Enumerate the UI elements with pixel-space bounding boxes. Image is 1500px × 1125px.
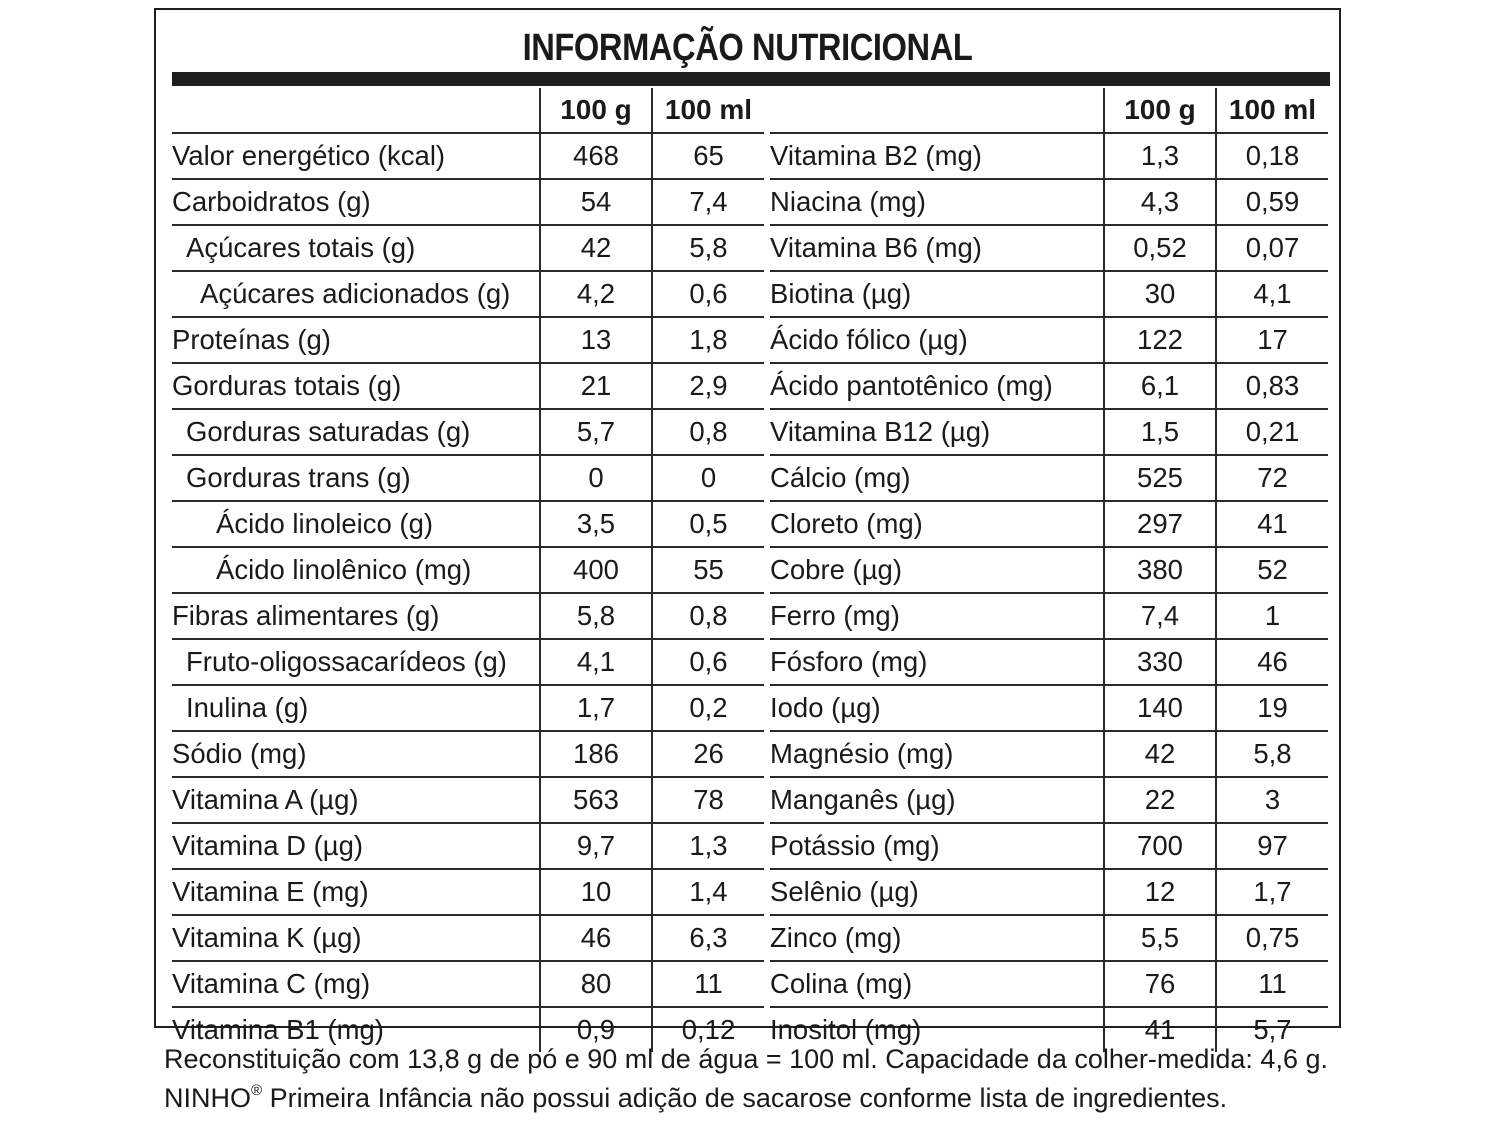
registered-mark: ® (251, 1082, 263, 1099)
table-row (172, 961, 764, 1007)
value-per-100g: 140 (1104, 685, 1216, 731)
value-per-100g: 400 (540, 547, 652, 593)
value-per-100ml: 26 (652, 731, 764, 777)
table-row (770, 271, 1328, 317)
value-per-100ml: 52 (1216, 547, 1328, 593)
nutrient-label: Inulina (g) (172, 685, 540, 731)
nutrient-label: Ácido linolênico (mg) (172, 547, 540, 593)
table-row (770, 731, 1328, 777)
value-per-100g: 0 (540, 455, 652, 501)
nutrient-label: Açúcares adicionados (g) (172, 271, 540, 317)
value-per-100ml: 7,4 (652, 179, 764, 225)
table-row (172, 363, 764, 409)
nutrient-label: Gorduras totais (g) (172, 363, 540, 409)
nutrient-label: Proteínas (g) (172, 317, 540, 363)
value-per-100ml: 97 (1216, 823, 1328, 869)
nutrition-table-right (770, 88, 1328, 1052)
value-per-100g: 6,1 (1104, 363, 1216, 409)
nutrient-label: Colina (mg) (770, 961, 1104, 1007)
value-per-100ml: 78 (652, 777, 764, 823)
value-per-100g: 12 (1104, 869, 1216, 915)
header-blank-cell (770, 88, 1104, 133)
header-blank-cell (172, 88, 540, 133)
value-per-100ml: 11 (1216, 961, 1328, 1007)
value-per-100g: 13 (540, 317, 652, 363)
nutrient-label: Carboidratos (g) (172, 179, 540, 225)
value-per-100ml: 5,8 (652, 225, 764, 271)
table-header-row (770, 88, 1328, 133)
table-row (770, 777, 1328, 823)
value-per-100g: 5,7 (540, 409, 652, 455)
table-row (172, 593, 764, 639)
table-row (172, 455, 764, 501)
table-row (172, 639, 764, 685)
value-per-100ml: 0,5 (652, 501, 764, 547)
footnote-sucrose (164, 1081, 1227, 1115)
value-per-100ml: 0,59 (1216, 179, 1328, 225)
table-row (770, 225, 1328, 271)
value-per-100ml: 0,18 (1216, 133, 1328, 179)
nutrient-label: Vitamina B2 (mg) (770, 133, 1104, 179)
nutrient-label: Iodo (µg) (770, 685, 1104, 731)
nutrition-table-left (172, 88, 764, 1052)
table-row (172, 271, 764, 317)
nutrient-label: Ferro (mg) (770, 593, 1104, 639)
value-per-100g: 10 (540, 869, 652, 915)
table-row (770, 317, 1328, 363)
table-row (172, 915, 764, 961)
nutrient-label: Cobre (µg) (770, 547, 1104, 593)
value-per-100g: 76 (1104, 961, 1216, 1007)
nutrient-label: Valor energético (kcal) (172, 133, 540, 179)
value-per-100ml: 1,8 (652, 317, 764, 363)
value-per-100ml: 4,1 (1216, 271, 1328, 317)
value-per-100g: 330 (1104, 639, 1216, 685)
value-per-100g: 0,9 (540, 1007, 652, 1052)
value-per-100ml: 5,8 (1216, 731, 1328, 777)
table-row (770, 547, 1328, 593)
nutrient-label: Fósforo (mg) (770, 639, 1104, 685)
table-row (770, 501, 1328, 547)
table-row (172, 179, 764, 225)
value-per-100g: 700 (1104, 823, 1216, 869)
nutrient-label: Fibras alimentares (g) (172, 593, 540, 639)
nutrient-label: Açúcares totais (g) (172, 225, 540, 271)
value-per-100ml: 1,3 (652, 823, 764, 869)
nutrient-label: Inositol (mg) (770, 1014, 922, 1045)
value-per-100g: 80 (540, 961, 652, 1007)
value-per-100g: 41 (1104, 1007, 1216, 1052)
nutrient-label: Magnésio (mg) (770, 731, 1104, 777)
value-per-100g: 4,2 (540, 271, 652, 317)
value-per-100ml: 11 (652, 961, 764, 1007)
nutrient-label: Fruto-oligossacarídeos (g) (172, 639, 540, 685)
nutrient-label: Vitamina E (mg) (172, 869, 540, 915)
value-per-100ml: 0,75 (1216, 915, 1328, 961)
footnote-text: Primeira Infância não possui adição de sacarose conforme lista de ingredientes. (262, 1083, 1228, 1113)
nutrient-label: Potássio (mg) (770, 823, 1104, 869)
value-per-100g: 4,3 (1104, 179, 1216, 225)
footnote-reconstitution: Reconstituição com 13,8 g de pó e 90 ml de água = 100 ml. Capacidade da colher-medida: 4,6 g. (164, 1044, 1328, 1074)
value-per-100g: 22 (1104, 777, 1216, 823)
table-header-row (172, 88, 764, 133)
value-per-100g: 186 (540, 731, 652, 777)
title-divider-bar (172, 72, 1330, 86)
value-per-100ml: 0,21 (1216, 409, 1328, 455)
table-row (770, 961, 1328, 1007)
value-per-100g: 3,5 (540, 501, 652, 547)
table-row (770, 869, 1328, 915)
table-row (172, 685, 764, 731)
value-per-100g: 1,3 (1104, 133, 1216, 179)
table-row (172, 547, 764, 593)
nutrient-label: Ácido pantotênico (mg) (770, 363, 1104, 409)
value-per-100ml: 0,8 (652, 409, 764, 455)
nutrition-facts-panel (154, 8, 1341, 1045)
nutrient-label: Vitamina B12 (µg) (770, 409, 1104, 455)
value-per-100g: 42 (540, 225, 652, 271)
value-per-100ml: 1,7 (1216, 869, 1328, 915)
value-per-100ml: 46 (1216, 639, 1328, 685)
value-per-100g: 5,8 (540, 593, 652, 639)
value-per-100ml: 0,6 (652, 271, 764, 317)
value-per-100ml: 6,3 (652, 915, 764, 961)
nutrient-label: Vitamina K (µg) (172, 915, 540, 961)
nutrient-label: Ácido linoleico (g) (172, 501, 540, 547)
panel-title: INFORMAÇÃO NUTRICIONAL (522, 27, 973, 69)
nutrient-label: Vitamina A (µg) (172, 777, 540, 823)
value-per-100ml: 0,12 (652, 1007, 764, 1052)
nutrient-label: Manganês (µg) (770, 777, 1104, 823)
table-row (770, 455, 1328, 501)
nutrient-label: Vitamina D (µg) (172, 823, 540, 869)
nutrient-label: Vitamina B1 (mg) (172, 1014, 384, 1045)
column-header-100g: 100 g (1104, 88, 1216, 133)
table-row (172, 317, 764, 363)
value-per-100ml: 0,8 (652, 593, 764, 639)
value-per-100g: 468 (540, 133, 652, 179)
value-per-100g: 30 (1104, 271, 1216, 317)
value-per-100ml: 0,2 (652, 685, 764, 731)
nutrient-label: Biotina (µg) (770, 271, 1104, 317)
table-row (172, 409, 764, 455)
table-row (770, 915, 1328, 961)
table-row (172, 777, 764, 823)
table-row (770, 823, 1328, 869)
nutrient-label: Vitamina C (mg) (172, 961, 540, 1007)
value-per-100ml: 0,83 (1216, 363, 1328, 409)
value-per-100ml: 1 (1216, 593, 1328, 639)
table-row (770, 409, 1328, 455)
column-header-100g: 100 g (540, 88, 652, 133)
value-per-100ml: 0,07 (1216, 225, 1328, 271)
value-per-100ml: 17 (1216, 317, 1328, 363)
value-per-100ml: 72 (1216, 455, 1328, 501)
value-per-100g: 525 (1104, 455, 1216, 501)
value-per-100g: 54 (540, 179, 652, 225)
nutrient-label: Gorduras saturadas (g) (172, 409, 540, 455)
table-row (770, 363, 1328, 409)
value-per-100g: 46 (540, 915, 652, 961)
table-row (172, 823, 764, 869)
value-per-100g: 0,52 (1104, 225, 1216, 271)
nutrient-label: Cloreto (mg) (770, 501, 1104, 547)
value-per-100ml: 41 (1216, 501, 1328, 547)
table-row (172, 869, 764, 915)
table-row (172, 731, 764, 777)
nutrient-label: Gorduras trans (g) (172, 455, 540, 501)
value-per-100g: 7,4 (1104, 593, 1216, 639)
value-per-100g: 122 (1104, 317, 1216, 363)
table-row (770, 133, 1328, 179)
value-per-100g: 4,1 (540, 639, 652, 685)
value-per-100ml: 19 (1216, 685, 1328, 731)
table-row (770, 593, 1328, 639)
value-per-100g: 1,7 (540, 685, 652, 731)
table-row (172, 225, 764, 271)
value-per-100ml: 65 (652, 133, 764, 179)
value-per-100g: 5,5 (1104, 915, 1216, 961)
value-per-100ml: 0,6 (652, 639, 764, 685)
value-per-100ml: 0 (652, 455, 764, 501)
table-row (770, 639, 1328, 685)
footnote-brand: NINHO (164, 1083, 251, 1113)
value-per-100g: 563 (540, 777, 652, 823)
nutrient-label: Zinco (mg) (770, 915, 1104, 961)
nutrient-label: Ácido fólico (µg) (770, 317, 1104, 363)
column-header-100ml: 100 ml (1216, 88, 1328, 133)
value-per-100g: 297 (1104, 501, 1216, 547)
nutrient-label: Niacina (mg) (770, 179, 1104, 225)
nutrient-label: Selênio (µg) (770, 869, 1104, 915)
nutrient-label: Cálcio (mg) (770, 455, 1104, 501)
table-row (770, 179, 1328, 225)
table-row (172, 501, 764, 547)
value-per-100g: 380 (1104, 547, 1216, 593)
nutrient-label: Sódio (mg) (172, 731, 540, 777)
table-row (172, 133, 764, 179)
value-per-100ml: 2,9 (652, 363, 764, 409)
value-per-100ml: 55 (652, 547, 764, 593)
value-per-100g: 9,7 (540, 823, 652, 869)
table-row (770, 685, 1328, 731)
value-per-100ml: 3 (1216, 777, 1328, 823)
value-per-100g: 1,5 (1104, 409, 1216, 455)
value-per-100ml: 1,4 (652, 869, 764, 915)
nutrient-label: Vitamina B6 (mg) (770, 225, 1104, 271)
value-per-100g: 42 (1104, 731, 1216, 777)
value-per-100g: 21 (540, 363, 652, 409)
value-per-100ml: 5,7 (1216, 1007, 1328, 1052)
column-header-100ml: 100 ml (652, 88, 764, 133)
